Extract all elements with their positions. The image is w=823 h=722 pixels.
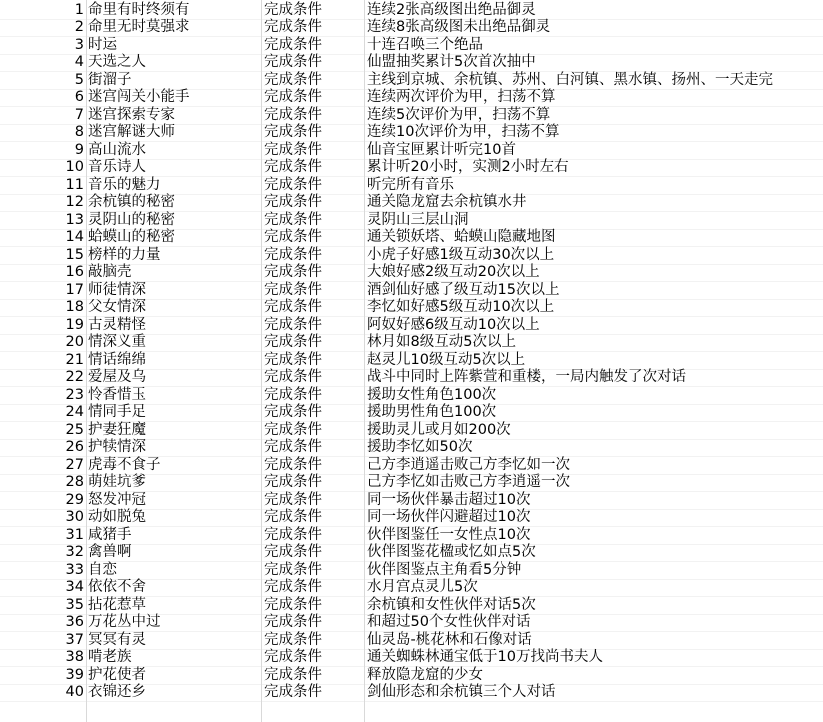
condition-cell[interactable]: 连续5次评价为甲，扫荡不算: [367, 106, 551, 123]
condition-cell[interactable]: 水月宫点灵儿5次: [367, 579, 478, 595]
row-number-cell[interactable]: 37: [65, 631, 84, 648]
status-cell[interactable]: 完成条件: [264, 561, 322, 578]
status-cell[interactable]: 完成条件: [264, 19, 322, 35]
table-row[interactable]: [0, 457, 823, 475]
achievement-name-cell[interactable]: 音乐的魅力: [88, 176, 161, 193]
table-row[interactable]: [0, 107, 823, 125]
status-cell[interactable]: 完成条件: [264, 579, 322, 595]
status-cell[interactable]: 完成条件: [264, 71, 322, 88]
table-row[interactable]: [0, 649, 823, 667]
condition-cell[interactable]: 援助灵儿或月如200次: [367, 421, 511, 438]
status-cell[interactable]: 完成条件: [264, 666, 322, 683]
condition-cell[interactable]: 连续2张高级图出绝品御灵: [367, 1, 536, 18]
condition-cell[interactable]: 十连召唤三个绝品: [367, 36, 483, 53]
condition-cell[interactable]: 连续8张高级图未出绝品御灵: [367, 19, 551, 35]
condition-cell[interactable]: 阿奴好感6级互动10次以上: [367, 316, 540, 333]
achievement-name-cell[interactable]: 怜香惜玉: [88, 386, 146, 403]
table-row[interactable]: [0, 247, 823, 265]
table-row[interactable]: [0, 264, 823, 282]
status-cell[interactable]: 完成条件: [264, 229, 322, 245]
status-cell[interactable]: 完成条件: [264, 124, 322, 140]
table-row[interactable]: [0, 72, 823, 90]
achievement-name-cell[interactable]: 自恋: [88, 561, 117, 578]
achievement-name-cell[interactable]: 高山流水: [88, 141, 146, 158]
row-number-cell[interactable]: 34: [65, 579, 84, 595]
row-number-cell[interactable]: 39: [65, 666, 84, 683]
achievement-name-cell[interactable]: 衣锦还乡: [88, 684, 146, 700]
row-number-cell[interactable]: 23: [65, 386, 84, 403]
status-cell[interactable]: 完成条件: [264, 439, 322, 455]
achievement-name-cell[interactable]: 敲脑壳: [88, 264, 132, 280]
condition-cell[interactable]: 李忆如好感5级互动10次以上: [367, 299, 555, 315]
status-cell[interactable]: 完成条件: [264, 614, 322, 630]
table-row[interactable]: [0, 614, 823, 632]
table-row[interactable]: [0, 317, 823, 335]
achievement-name-cell[interactable]: 咸猪手: [88, 526, 132, 543]
condition-cell[interactable]: 伙伴图鉴点主角看5分钟: [367, 561, 522, 578]
achievement-name-cell[interactable]: 怒发冲冠: [88, 491, 146, 508]
table-row[interactable]: [0, 2, 823, 20]
row-number-cell[interactable]: 40: [65, 684, 84, 700]
row-number-cell[interactable]: 29: [65, 491, 84, 508]
achievement-name-cell[interactable]: 动如脱兔: [88, 509, 146, 525]
achievement-name-cell[interactable]: 榜样的力量: [88, 246, 161, 263]
condition-cell[interactable]: 赵灵儿10级互动5次以上: [367, 351, 526, 368]
row-divider: [0, 701, 823, 702]
achievement-name-cell[interactable]: 依依不舍: [88, 579, 146, 595]
achievement-name-cell[interactable]: 天选之人: [88, 54, 146, 70]
achievement-name-cell[interactable]: 情话绵绵: [88, 351, 146, 368]
status-cell[interactable]: 完成条件: [264, 509, 322, 525]
table-row[interactable]: [0, 579, 823, 597]
status-cell[interactable]: 完成条件: [264, 596, 322, 613]
table-row[interactable]: [0, 212, 823, 230]
row-number-cell[interactable]: 25: [65, 421, 84, 438]
row-number-cell[interactable]: 7: [74, 106, 84, 123]
table-row[interactable]: [0, 19, 823, 37]
table-row[interactable]: [0, 89, 823, 107]
table-row[interactable]: [0, 597, 823, 615]
achievement-name-cell[interactable]: 万花丛中过: [88, 614, 161, 630]
row-number-cell[interactable]: 28: [65, 474, 84, 490]
table-row[interactable]: [0, 422, 823, 440]
table-row[interactable]: [0, 492, 823, 510]
table-row[interactable]: [0, 474, 823, 492]
condition-cell[interactable]: 余杭镇和女性伙伴对话5次: [367, 596, 536, 613]
status-cell[interactable]: 完成条件: [264, 456, 322, 473]
status-cell[interactable]: 完成条件: [264, 544, 322, 560]
row-number-cell[interactable]: 8: [74, 124, 84, 140]
achievement-name-cell[interactable]: 命里有时终须有: [88, 1, 190, 18]
status-cell[interactable]: 完成条件: [264, 89, 322, 105]
condition-cell[interactable]: 灵阴山三层山洞: [367, 211, 469, 228]
achievement-name-cell[interactable]: 爱屋及乌: [88, 369, 146, 385]
condition-cell[interactable]: 己方李逍遥击败己方李忆如一次: [367, 456, 570, 473]
condition-cell[interactable]: 同一场伙伴暴击超过10次: [367, 491, 531, 508]
achievement-name-cell[interactable]: 灵阴山的秘密: [88, 211, 175, 228]
row-number-cell[interactable]: 36: [65, 614, 84, 630]
status-cell[interactable]: 完成条件: [264, 369, 322, 385]
status-cell[interactable]: 完成条件: [264, 299, 322, 315]
condition-cell[interactable]: 仙音宝匣累计听完10首: [367, 141, 516, 158]
row-number-cell[interactable]: 20: [65, 334, 84, 350]
achievement-name-cell[interactable]: 禽兽啊: [88, 544, 132, 560]
status-cell[interactable]: 完成条件: [264, 211, 322, 228]
table-row[interactable]: [0, 667, 823, 685]
condition-cell[interactable]: 战斗中同时上阵紫萱和重楼，一局内触发了次对话: [367, 369, 686, 385]
table-row[interactable]: [0, 562, 823, 580]
row-number-cell[interactable]: 30: [65, 509, 84, 525]
table-row[interactable]: [0, 229, 823, 247]
condition-cell[interactable]: 援助男性角色100次: [367, 404, 497, 420]
status-cell[interactable]: 完成条件: [264, 36, 322, 53]
status-cell[interactable]: 完成条件: [264, 351, 322, 368]
condition-cell[interactable]: 援助李忆如50次: [367, 439, 473, 455]
status-cell[interactable]: 完成条件: [264, 631, 322, 648]
row-number-cell[interactable]: 27: [65, 456, 84, 473]
achievement-name-cell[interactable]: 情同手足: [88, 404, 146, 420]
table-row[interactable]: [0, 177, 823, 195]
status-cell[interactable]: 完成条件: [264, 649, 322, 665]
condition-cell[interactable]: 通关隐龙窟去余杭镇水井: [367, 194, 527, 210]
row-number-cell[interactable]: 24: [65, 404, 84, 420]
row-number-cell[interactable]: 3: [74, 36, 84, 53]
row-number-cell[interactable]: 2: [74, 19, 84, 35]
table-row[interactable]: [0, 299, 823, 317]
status-cell[interactable]: 完成条件: [264, 491, 322, 508]
table-row[interactable]: [0, 124, 823, 142]
table-row[interactable]: [0, 54, 823, 72]
condition-cell[interactable]: 连续10次评价为甲，扫荡不算: [367, 124, 560, 140]
status-cell[interactable]: 完成条件: [264, 334, 322, 350]
achievement-name-cell[interactable]: 余杭镇的秘密: [88, 194, 175, 210]
row-number-cell[interactable]: 4: [74, 54, 84, 70]
table-row[interactable]: [0, 684, 823, 702]
row-number-cell[interactable]: 38: [65, 649, 84, 665]
achievement-name-cell[interactable]: 护妻狂魔: [88, 421, 146, 438]
condition-cell[interactable]: 小虎子好感1级互动30次以上: [367, 246, 555, 263]
status-cell[interactable]: 完成条件: [264, 159, 322, 175]
achievement-name-cell[interactable]: 命里无时莫强求: [88, 19, 190, 35]
achievement-name-cell[interactable]: 迷宫探索专家: [88, 106, 175, 123]
row-number-cell[interactable]: 26: [65, 439, 84, 455]
achievement-name-cell[interactable]: 古灵精怪: [88, 316, 146, 333]
row-number-cell[interactable]: 31: [65, 526, 84, 543]
row-number-cell[interactable]: 1: [74, 1, 84, 18]
row-number-cell[interactable]: 6: [74, 89, 84, 105]
status-cell[interactable]: 完成条件: [264, 194, 322, 210]
row-number-cell[interactable]: 17: [65, 281, 84, 298]
table-row[interactable]: [0, 439, 823, 457]
condition-cell[interactable]: 伙伴图鉴任一女性点10次: [367, 526, 531, 543]
condition-cell[interactable]: 释放隐龙窟的少女: [367, 666, 483, 683]
condition-cell[interactable]: 大娘好感2级互动20次以上: [367, 264, 540, 280]
table-row[interactable]: [0, 282, 823, 300]
status-cell[interactable]: 完成条件: [264, 264, 322, 280]
condition-cell[interactable]: 剑仙形态和余杭镇三个人对话: [367, 684, 556, 700]
status-cell[interactable]: 完成条件: [264, 526, 322, 543]
achievement-name-cell[interactable]: 父女情深: [88, 299, 146, 315]
row-number-cell[interactable]: 9: [74, 141, 84, 158]
achievement-name-cell[interactable]: 师徒情深: [88, 281, 146, 298]
condition-cell[interactable]: 伙伴图鉴花楹或忆如点5次: [367, 544, 536, 560]
row-number-cell[interactable]: 16: [65, 264, 84, 280]
condition-cell[interactable]: 援助女性角色100次: [367, 386, 497, 403]
condition-cell[interactable]: 累计听20小时，实测2小时左右: [367, 159, 569, 175]
achievement-name-cell[interactable]: 街溜子: [88, 71, 132, 88]
row-number-cell[interactable]: 18: [65, 299, 84, 315]
achievement-name-cell[interactable]: 冥冥有灵: [88, 631, 146, 648]
status-cell[interactable]: 完成条件: [264, 421, 322, 438]
table-row[interactable]: [0, 369, 823, 387]
condition-cell[interactable]: 通关锁妖塔、蛤蟆山隐藏地图: [367, 229, 556, 245]
row-number-cell[interactable]: 10: [65, 159, 84, 175]
status-cell[interactable]: 完成条件: [264, 316, 322, 333]
achievement-name-cell[interactable]: 音乐诗人: [88, 159, 146, 175]
status-cell[interactable]: 完成条件: [264, 281, 322, 298]
achievement-name-cell[interactable]: 护犊情深: [88, 439, 146, 455]
status-cell[interactable]: 完成条件: [264, 404, 322, 420]
condition-cell[interactable]: 林月如8级互动5次以上: [367, 334, 516, 350]
table-row[interactable]: [0, 632, 823, 650]
row-number-cell[interactable]: 11: [65, 176, 84, 193]
table-row[interactable]: [0, 527, 823, 545]
condition-cell[interactable]: 仙灵岛-桃花林和石像对话: [367, 631, 532, 648]
condition-cell[interactable]: 通关蜘蛛林通宝低于10万找尚书夫人: [367, 649, 603, 665]
table-row[interactable]: [0, 352, 823, 370]
table-row[interactable]: [0, 509, 823, 527]
table-row[interactable]: [0, 404, 823, 422]
table-row[interactable]: [0, 37, 823, 55]
status-cell[interactable]: 完成条件: [264, 141, 322, 158]
status-cell[interactable]: 完成条件: [264, 474, 322, 490]
condition-cell[interactable]: 仙盟抽奖累计5次首次抽中: [367, 54, 536, 70]
status-cell[interactable]: 完成条件: [264, 684, 322, 700]
status-cell[interactable]: 完成条件: [264, 176, 322, 193]
row-number-cell[interactable]: 21: [65, 351, 84, 368]
status-cell[interactable]: 完成条件: [264, 386, 322, 403]
achievement-name-cell[interactable]: 蛤蟆山的秘密: [88, 229, 175, 245]
condition-cell[interactable]: 酒剑仙好感了级互动15次以上: [367, 281, 560, 298]
condition-cell[interactable]: 同一场伙伴闪避超过10次: [367, 509, 531, 525]
achievement-name-cell[interactable]: 啃老族: [88, 649, 132, 665]
row-number-cell[interactable]: 13: [65, 211, 84, 228]
achievement-name-cell[interactable]: 迷宫闯关小能手: [88, 89, 190, 105]
table-row[interactable]: [0, 387, 823, 405]
condition-cell[interactable]: 主线到京城、余杭镇、苏州、白河镇、黑水镇、扬州、一天走完: [367, 71, 773, 88]
table-row[interactable]: [0, 194, 823, 212]
condition-cell[interactable]: 连续两次评价为甲，扫荡不算: [367, 89, 556, 105]
row-number-cell[interactable]: 22: [65, 369, 84, 385]
row-number-cell[interactable]: 33: [65, 561, 84, 578]
achievement-name-cell[interactable]: 迷宫解谜大师: [88, 124, 175, 140]
status-cell[interactable]: 完成条件: [264, 1, 322, 18]
table-row[interactable]: [0, 159, 823, 177]
achievement-name-cell[interactable]: 时运: [88, 36, 117, 53]
table-row[interactable]: [0, 142, 823, 160]
row-number-cell[interactable]: 15: [65, 246, 84, 263]
status-cell[interactable]: 完成条件: [264, 54, 322, 70]
achievement-name-cell[interactable]: 拈花惹草: [88, 596, 146, 613]
row-number-cell[interactable]: 5: [74, 71, 84, 88]
achievement-name-cell[interactable]: 虎毒不食子: [88, 456, 161, 473]
row-number-cell[interactable]: 32: [65, 544, 84, 560]
row-number-cell[interactable]: 35: [65, 596, 84, 613]
achievement-name-cell[interactable]: 护花使者: [88, 666, 146, 683]
achievement-name-cell[interactable]: 萌娃坑爹: [88, 474, 146, 490]
status-cell[interactable]: 完成条件: [264, 246, 322, 263]
row-number-cell[interactable]: 14: [65, 229, 84, 245]
condition-cell[interactable]: 己方李忆如击败己方李逍遥一次: [367, 474, 570, 490]
status-cell[interactable]: 完成条件: [264, 106, 322, 123]
table-row[interactable]: [0, 544, 823, 562]
row-number-cell[interactable]: 19: [65, 316, 84, 333]
condition-cell[interactable]: 听完所有音乐: [367, 176, 454, 193]
table-row[interactable]: [0, 334, 823, 352]
achievement-name-cell[interactable]: 情深义重: [88, 334, 146, 350]
condition-cell[interactable]: 和超过50个女性伙伴对话: [367, 614, 531, 630]
row-number-cell[interactable]: 12: [65, 194, 84, 210]
